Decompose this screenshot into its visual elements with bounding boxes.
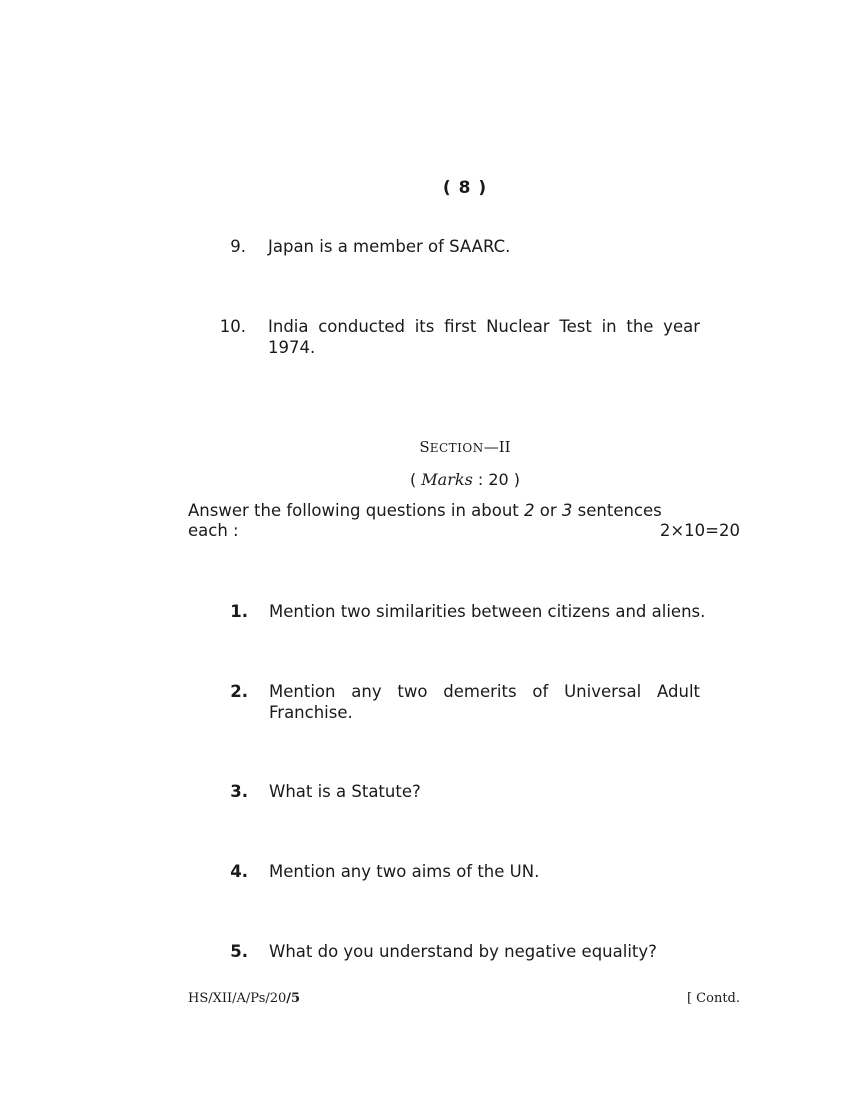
instruction-line1: [188, 501, 740, 521]
instruction-line2: [188, 521, 740, 541]
marks-open: (: [409, 470, 422, 489]
section-title: [0, 438, 850, 456]
section-marks: [0, 470, 850, 489]
question-text: What do you understand by negative equality?: [269, 942, 657, 961]
instruction-text-a: Answer the following questions in about: [188, 501, 525, 520]
question-text: What is a Statute?: [269, 782, 421, 801]
section-title-suffix: —II: [483, 438, 511, 456]
instruction-text-b: sentences: [572, 501, 662, 520]
page-number: ( 8 ): [442, 178, 488, 198]
question-number: 4.: [230, 862, 248, 881]
question-text-line2: Franchise.: [269, 703, 353, 722]
instruction-or: or: [534, 501, 562, 520]
footer-code-suffix: /5: [286, 991, 301, 1006]
question-text: [269, 681, 700, 723]
question-number: 5.: [230, 942, 248, 961]
footer-code: [188, 991, 300, 1006]
marks-label: Marks: [421, 470, 473, 489]
question-number: 1.: [230, 602, 248, 621]
question-text: Mention any two aims of the UN.: [269, 862, 540, 881]
question-number: 2.: [230, 682, 248, 701]
instruction-number-2: 3: [561, 501, 573, 520]
question-text: Mention two similarities between citizens and aliens.: [269, 602, 706, 621]
footer-contd: [ Contd.: [686, 991, 740, 1006]
footer-code-main: HS/XII/A/Ps/20: [188, 991, 287, 1006]
marks-formula: 2×10=20: [659, 521, 740, 540]
section-title-first: S: [419, 438, 430, 456]
question-text-line1: Mention any two demerits of Universal Adult: [269, 682, 700, 701]
section-title-rest: ECTION: [429, 441, 484, 455]
question-text: [268, 316, 700, 358]
question-text-line: [268, 316, 700, 337]
instruction-each: each :: [188, 521, 239, 540]
marks-value: : 20 ): [472, 470, 521, 489]
instructions: [188, 501, 740, 541]
question-text-line1: India conducted its first Nuclear Test in the year: [268, 317, 700, 336]
question-text-line2: 1974.: [268, 338, 316, 357]
question-number: 10.: [219, 317, 246, 336]
question-number: 9.: [230, 237, 246, 256]
question-number: 3.: [230, 782, 248, 801]
question-text: Japan is a member of SAARC.: [268, 237, 511, 256]
instruction-number-1: 2: [524, 501, 535, 520]
